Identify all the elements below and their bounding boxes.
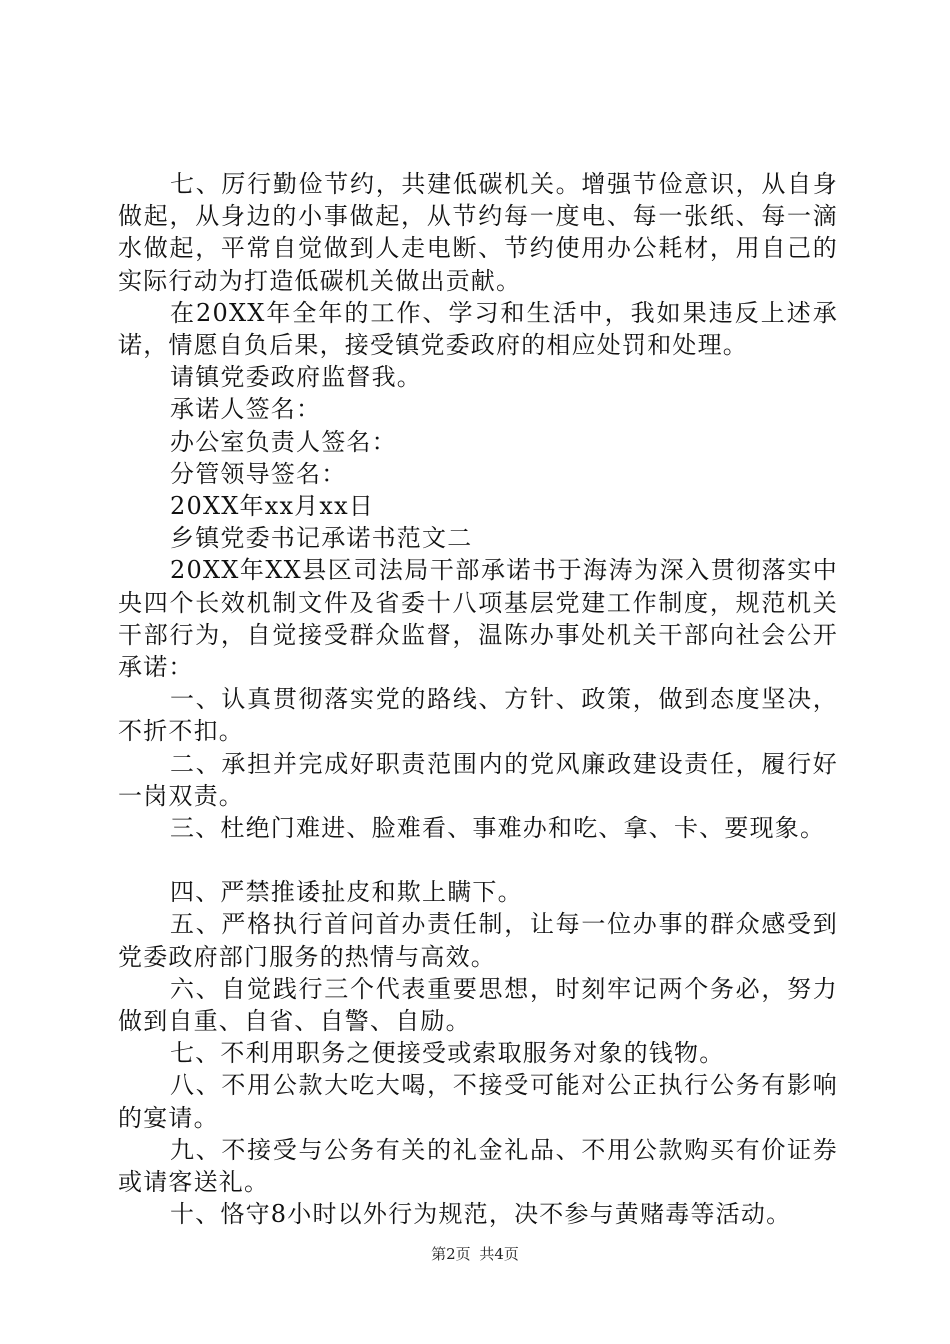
section-title: 乡镇党委书记承诺书范文二 [170,524,473,553]
list-item: 四、严禁推诿扯皮和欺上瞒下。 [170,878,523,907]
list-item: 三、杜绝门难进、脸难看、事难办和吃、拿、卡、要现象。 [170,814,826,843]
list-item: 一、认真贯彻落实党的路线、方针、政策，做到态度坚决，不折不扣。 [118,685,838,746]
list-item: 七、不利用职务之便接受或索取服务对象的钱物。 [170,1039,725,1068]
paragraph: 在20XX年全年的工作、学习和生活中，我如果违反上述承诺，情愿自负后果，接受镇党委政府的相应处罚和处理。 [118,298,838,360]
document-body [118,168,838,1231]
signature-line-leader: 分管领导签名： [170,459,347,488]
blank-line [118,844,838,876]
page-footer [0,1243,950,1264]
signature-line-promiser: 承诺人签名： [170,395,322,424]
list-item: 九、不接受与公务有关的礼金礼品、不用公款购买有价证券或请客送礼。 [118,1135,838,1197]
list-item: 五、严格执行首问首办责任制，让每一位办事的群众感受到党委政府部门服务的热情与高效。 [118,910,838,971]
paragraph: 20XX年XX县区司法局干部承诺书于海涛为深入贯彻落实中央四个长效机制文件及省委十八项基层党建工作制度，规范机关干部行为，自觉接受群众监督，温陈办事处机关干部向社会公开承诺： [118,556,838,682]
list-item: 六、自觉践行三个代表重要思想，时刻牢记两个务必，努力做到自重、自省、自警、自励。 [118,974,838,1036]
page-total: 共4页 [479,1245,519,1263]
list-item: 八、不用公款大吃大喝，不接受可能对公正执行公务有影响的宴请。 [118,1071,838,1132]
date-line: 20XX年xx月xx日 [170,492,375,521]
signature-line-office-head: 办公室负责人签名： [170,427,397,456]
list-item: 十、恪守8小时以外行为规范，决不参与黄赌毒等活动。 [170,1200,792,1229]
paragraph: 七、厉行勤俭节约，共建低碳机关。增强节俭意识，从自身做起，从身边的小事做起，从节约每一度电、每一张纸、每一滴水做起，平常自觉做到人走电断、节约使用办公耗材，用自己的实际行动为打造低碳机关做出贡献。 [118,170,838,295]
page-number: 第2页 [431,1245,471,1263]
list-item: 二、承担并完成好职责范围内的党风廉政建设责任，履行好一岗双责。 [118,749,838,810]
paragraph: 请镇党委政府监督我。 [170,363,422,392]
